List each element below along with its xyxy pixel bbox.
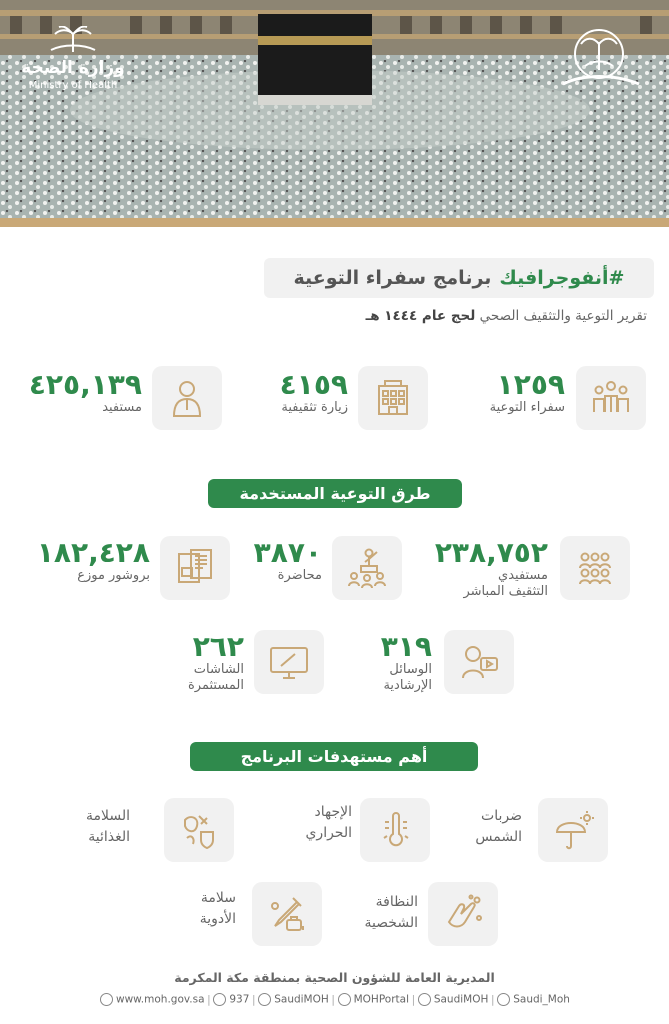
title-hashtag: #أنفوجرافيك bbox=[499, 267, 625, 289]
page-title bbox=[264, 258, 654, 298]
footer-separator: | bbox=[411, 993, 416, 1006]
stat-beneficiaries bbox=[10, 370, 142, 416]
footer-title: المديرية العامة للشؤون الصحية بمنطقة مكة المكرمة bbox=[174, 970, 495, 985]
ambassadors-icon-box bbox=[576, 366, 646, 430]
footer-snapchat-text: Saudi_Moh bbox=[513, 993, 570, 1006]
guidance-media-icon bbox=[457, 640, 501, 684]
target-food-safety-line1: السلامة bbox=[85, 808, 130, 824]
food-safety-icon-box bbox=[164, 798, 234, 862]
footer-website[interactable] bbox=[100, 993, 205, 1006]
target-heat-stress-line1: الإجهاد bbox=[314, 804, 352, 820]
stat-guidance-media-label1: الوسائل bbox=[389, 662, 432, 677]
medicine-icon-box bbox=[252, 882, 322, 946]
target-sunstroke-line2: الشمس bbox=[475, 829, 522, 845]
brochure-icon bbox=[173, 546, 217, 590]
screen-icon bbox=[267, 640, 311, 684]
guidance-media-icon-box bbox=[444, 630, 514, 694]
twitter-icon bbox=[258, 993, 271, 1006]
target-hygiene-line2: الشخصية bbox=[364, 915, 418, 931]
target-hygiene-line1: النظافة bbox=[375, 894, 418, 910]
target-heat-stress bbox=[262, 802, 352, 844]
stat-guidance-media-label2: الإرشادية bbox=[383, 678, 432, 693]
visits-icon-box bbox=[358, 366, 428, 430]
hand-washing-icon bbox=[441, 892, 485, 936]
footer-youtube[interactable] bbox=[338, 993, 409, 1006]
stat-lectures-label: محاضرة bbox=[277, 568, 322, 583]
subtitle-year: لحج عام ١٤٤٤ هـ bbox=[365, 308, 476, 324]
stat-brochures bbox=[10, 538, 150, 584]
target-hygiene bbox=[336, 892, 418, 934]
gold-divider bbox=[0, 218, 669, 227]
footer-twitter[interactable] bbox=[258, 993, 329, 1006]
beneficiary-icon-box bbox=[152, 366, 222, 430]
stat-screens-label1: الشاشات bbox=[193, 662, 244, 677]
stat-guidance-media-value: ٣١٩ bbox=[380, 630, 432, 663]
footer-youtube-text: MOHPortal bbox=[353, 993, 409, 1006]
ministry-name-ar: وزارة الصحة bbox=[21, 58, 125, 78]
moh-logo bbox=[18, 26, 128, 91]
target-sunstroke bbox=[440, 806, 522, 848]
food-safety-icon bbox=[177, 808, 221, 852]
target-heat-stress-line2: الحراري bbox=[305, 825, 352, 841]
youtube-icon bbox=[338, 993, 351, 1006]
stat-ambassadors-value: ١٢٥٩ bbox=[496, 368, 565, 401]
thermometer-icon bbox=[373, 808, 417, 852]
ministry-name-en: Ministry of Health bbox=[28, 80, 118, 91]
footer-separator: | bbox=[207, 993, 211, 1006]
target-medicine-line1: سلامة bbox=[200, 890, 236, 906]
lecture-icon bbox=[345, 546, 389, 590]
footer-twitter-text: SaudiMOH bbox=[274, 993, 329, 1006]
stat-direct-education-label1: مستفيدي bbox=[498, 568, 548, 583]
audience-icon-box bbox=[560, 536, 630, 600]
brochure-icon-box bbox=[160, 536, 230, 600]
footer-instagram-text: SaudiMOH bbox=[433, 993, 489, 1006]
subtitle bbox=[366, 308, 647, 324]
target-food-safety-line2: الغذائية bbox=[88, 829, 130, 845]
screen-icon-box bbox=[254, 630, 324, 694]
target-sunstroke-line1: ضربات bbox=[481, 808, 522, 824]
stat-direct-education-value: ٢٣٨,٧٥٢ bbox=[434, 536, 548, 569]
instagram-icon bbox=[418, 993, 431, 1006]
target-medicine bbox=[170, 888, 236, 930]
footer-separator: | bbox=[491, 993, 495, 1006]
stat-brochures-value: ١٨٢,٤٢٨ bbox=[36, 536, 150, 569]
footer-separator: | bbox=[252, 993, 256, 1006]
target-food-safety bbox=[60, 806, 130, 848]
person-icon bbox=[165, 376, 209, 420]
stat-direct-education bbox=[400, 538, 548, 600]
stat-beneficiaries-value: ٤٢٥,١٣٩ bbox=[28, 368, 142, 401]
heat-stress-icon-box bbox=[360, 798, 430, 862]
phone-icon bbox=[213, 993, 226, 1006]
sunstroke-icon-box bbox=[538, 798, 608, 862]
palm-swords-icon bbox=[43, 26, 103, 54]
audience-icon bbox=[573, 546, 617, 590]
title-text: برنامج سفراء التوعية bbox=[293, 267, 492, 289]
snapchat-icon bbox=[497, 993, 510, 1006]
footer-website-text: www.moh.gov.sa bbox=[116, 993, 205, 1006]
stat-direct-education-label2: التثقيف المباشر bbox=[463, 584, 548, 599]
targets-heading: أهم مستهدفات البرنامج bbox=[190, 742, 478, 771]
globe-icon bbox=[100, 993, 113, 1006]
footer-phone[interactable] bbox=[213, 993, 249, 1006]
ambassadors-group-icon bbox=[589, 376, 633, 420]
stat-lectures-value: ٣٨٧٠ bbox=[253, 536, 322, 569]
hotel-building-icon bbox=[371, 376, 415, 420]
footer-instagram[interactable] bbox=[418, 993, 489, 1006]
saudi-emblem-icon bbox=[559, 24, 643, 94]
stat-ambassadors bbox=[455, 370, 565, 416]
stat-screens-label2: المستثمرة bbox=[187, 678, 244, 693]
footer-phone-text: 937 bbox=[229, 993, 250, 1006]
stat-lectures bbox=[228, 538, 322, 584]
footer-snapchat[interactable] bbox=[497, 993, 570, 1006]
stat-ambassadors-label: سفراء التوعية bbox=[489, 400, 565, 415]
hygiene-icon-box bbox=[428, 882, 498, 946]
subtitle-text: تقرير التوعية والتثقيف الصحي bbox=[479, 308, 647, 324]
stat-guidance-media bbox=[330, 632, 432, 694]
footer-contacts bbox=[100, 993, 570, 1006]
stat-screens-value: ٢٦٢ bbox=[192, 630, 244, 663]
methods-heading: طرق التوعية المستخدمة bbox=[208, 479, 462, 508]
target-medicine-line2: الأدوية bbox=[199, 911, 236, 927]
stat-beneficiaries-label: مستفيد bbox=[102, 400, 142, 415]
lecture-icon-box bbox=[332, 536, 402, 600]
stat-visits-value: ٤١٥٩ bbox=[279, 368, 348, 401]
stat-visits-label: زيارة تثقيفية bbox=[281, 400, 348, 415]
stat-brochures-label: بروشور موزع bbox=[77, 568, 150, 583]
stat-screens bbox=[140, 632, 244, 694]
medicine-icon bbox=[265, 892, 309, 936]
umbrella-sun-icon bbox=[551, 808, 595, 852]
stat-visits bbox=[238, 370, 348, 416]
footer-separator: | bbox=[331, 993, 335, 1006]
